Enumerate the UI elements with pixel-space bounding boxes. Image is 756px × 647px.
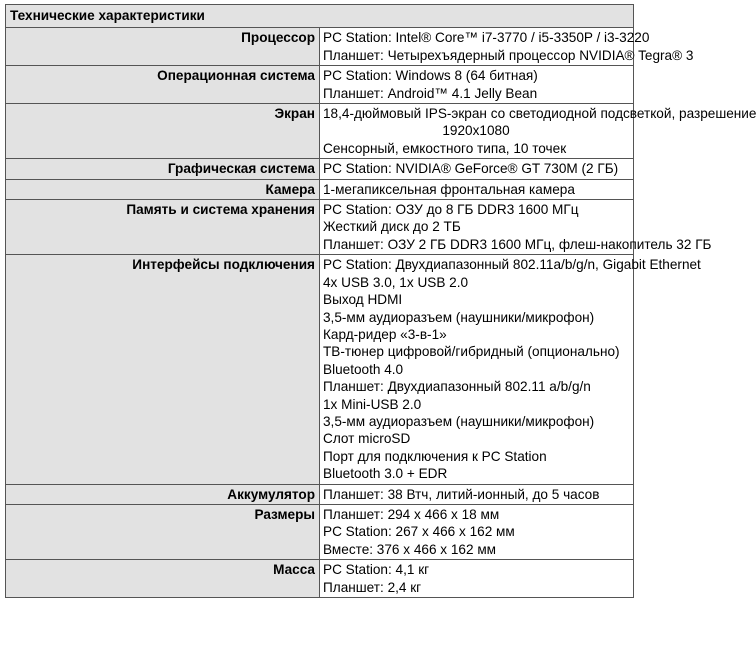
spec-value-line: 3,5-мм аудиоразъем (наушники/микрофон) bbox=[323, 413, 595, 429]
spec-value-line: 1-мегапиксельная фронтальная камера bbox=[323, 181, 575, 197]
spec-value-line: Кард-ридер «3-в-1» bbox=[323, 326, 447, 342]
spec-table bbox=[5, 4, 756, 598]
spec-value-line: 4x USB 3.0, 1x USB 2.0 bbox=[323, 274, 469, 290]
spec-value-cell bbox=[320, 484, 634, 504]
spec-value-line: Слот microSD bbox=[323, 431, 411, 447]
table-row bbox=[6, 28, 634, 66]
spec-value-cell bbox=[320, 200, 712, 255]
spec-value-line: PC Station: NVIDIA® GeForce® GT 730M (2 ГБ) bbox=[323, 161, 619, 177]
table-row bbox=[6, 179, 634, 199]
spec-value-line: Bluetooth 4.0 bbox=[323, 361, 404, 377]
spec-label: Аккумулятор bbox=[6, 484, 320, 504]
spec-value-line: Планшет: Android™ 4.1 Jelly Bean bbox=[323, 85, 538, 101]
table-row bbox=[6, 560, 634, 598]
spec-value-line: PC Station: Windows 8 (64 битная) bbox=[323, 68, 538, 84]
spec-value-cell bbox=[320, 104, 756, 159]
table-row bbox=[6, 66, 634, 104]
spec-value-line: Планшет: Двухдиапазонный 802.11 a/b/g/n bbox=[323, 379, 591, 395]
spec-value-line: Жесткий диск до 2 ТБ bbox=[323, 219, 461, 235]
spec-value-line: PC Station: 4,1 кг bbox=[323, 562, 430, 578]
table-row bbox=[6, 255, 634, 484]
spec-label: Камера bbox=[6, 179, 320, 199]
spec-value-line: PC Station: ОЗУ до 8 ГБ DDR3 1600 МГц bbox=[323, 202, 579, 218]
spec-value-line: Планшет: 38 Втч, литий-ионный, до 5 часов bbox=[323, 486, 600, 502]
spec-value-cell bbox=[320, 179, 634, 199]
table-row bbox=[6, 200, 634, 255]
spec-label: Масса bbox=[6, 560, 320, 598]
spec-value-cell bbox=[320, 255, 701, 484]
spec-label: Экран bbox=[6, 104, 320, 159]
spec-label: Графическая система bbox=[6, 159, 320, 179]
spec-value-cell bbox=[320, 504, 634, 559]
table-row bbox=[6, 104, 634, 159]
spec-value-line: ТВ-тюнер цифровой/гибридный (опционально) bbox=[323, 344, 620, 360]
spec-table-body bbox=[6, 28, 756, 598]
spec-value-line: Планшет: 2,4 кг bbox=[323, 579, 422, 595]
spec-value-line: PC Station: Двухдиапазонный 802.11a/b/g/n, Gigabit Ethernet bbox=[323, 257, 701, 273]
spec-value-cell bbox=[320, 159, 634, 179]
spec-value-line: Bluetooth 3.0 + EDR bbox=[323, 466, 448, 482]
spec-value-line: Планшет: ОЗУ 2 ГБ DDR3 1600 МГц, флеш-накопитель 32 ГБ bbox=[323, 236, 712, 252]
table-row bbox=[6, 159, 634, 179]
table-row bbox=[6, 484, 634, 504]
table-title: Технические характеристики bbox=[6, 5, 634, 28]
spec-value-line: Выход HDMI bbox=[323, 292, 403, 308]
spec-value-cell bbox=[320, 560, 634, 598]
spec-value-line: Планшет: 294 x 466 x 18 мм bbox=[323, 506, 500, 522]
spec-value-cell bbox=[320, 66, 634, 104]
spec-value-line: 3,5-мм аудиоразъем (наушники/микрофон) bbox=[323, 309, 595, 325]
spec-value-line: PC Station: Intel® Core™ i7-3770 / i5-3350P / i3-3220 bbox=[323, 30, 650, 46]
spec-value-line: 1920x1080 bbox=[442, 123, 510, 139]
spec-label: Процессор bbox=[6, 28, 320, 66]
spec-label: Память и система хранения bbox=[6, 200, 320, 255]
spec-label: Операционная система bbox=[6, 66, 320, 104]
spec-value-line: Сенсорный, емкостного типа, 10 точек bbox=[323, 140, 567, 156]
spec-value-line: 18,4-дюймовый IPS-экран со светодиодной подсветкой, разрешение bbox=[323, 106, 756, 122]
spec-label: Интерфейсы подключения bbox=[6, 255, 320, 484]
table-header-row bbox=[6, 5, 634, 28]
spec-value-line: PC Station: 267 x 466 x 162 мм bbox=[323, 524, 515, 540]
spec-value-line: Порт для подключения к PC Station bbox=[323, 448, 547, 464]
spec-value-line: 1x Mini-USB 2.0 bbox=[323, 396, 422, 412]
spec-value-line: Планшет: Четырехъядерный процессор NVIDIA® Tegra® 3 bbox=[323, 47, 694, 63]
spec-value-cell bbox=[320, 28, 694, 66]
spec-value-line: Вместе: 376 x 466 x 162 мм bbox=[323, 541, 497, 557]
spec-label: Размеры bbox=[6, 504, 320, 559]
table-row bbox=[6, 504, 634, 559]
